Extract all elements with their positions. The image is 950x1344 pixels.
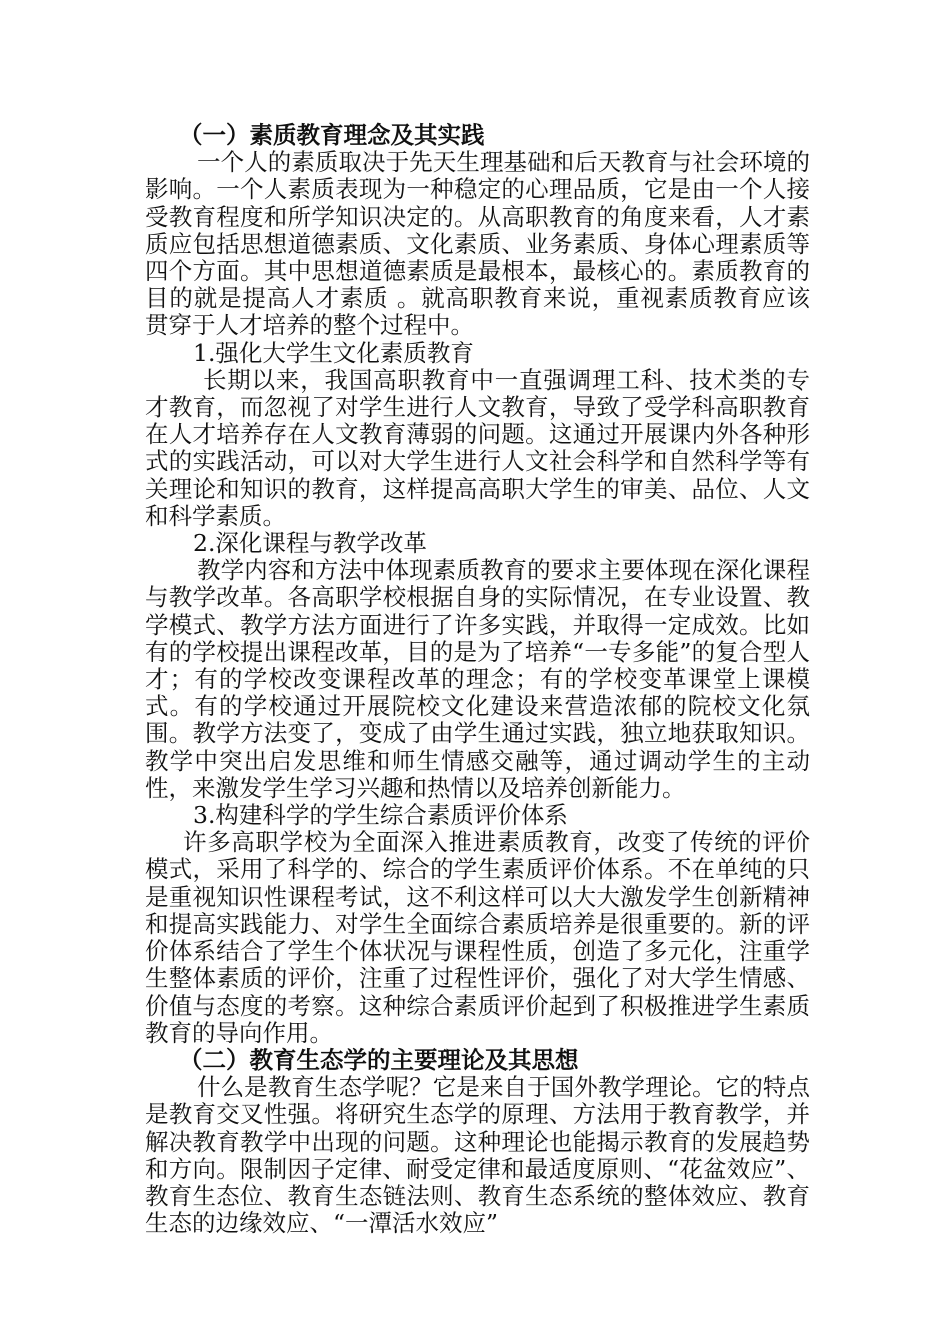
paragraph-cultural-quality: 长期以来，我国高职教育中一直强调理工科、技术类的专才教育，而忽视了对学生进行人文教育，导致了受学科高职教育在人才培养存在人文教育薄弱的问题。这通过开展课内外各种形式的实践活动，可以对大学生进行人文社会科学和自然科学等有关理论和知识的教育，这样提高高职大学生的审美、品位、人文和科学素质。 [145, 365, 810, 530]
document-page [145, 122, 810, 1237]
subheading-curriculum-reform: 2.深化课程与教学改革 [193, 529, 427, 558]
subheading-evaluation-system: 3.构建科学的学生综合素质评价体系 [193, 801, 568, 830]
paragraph-evaluation-system: 许多高职学校为全面深入推进素质教育，改变了传统的评价模式，采用了科学的、综合的学生素质评价体系。不在单纯的只是重视知识性课程考试，这不利这样可以大大激发学生创新精神和提高实践能力、对学生全面综合素质培养是很重要的。新的评价体系结合了学生个体状况与课程性质，创造了多元化，注重学生整体素质的评价，注重了过程性评价，强化了对大学生情感、价值与态度的考察。这种综合素质评价起到了积极推进学生素质教育的导向作用。 [145, 828, 810, 1047]
paragraph-ecology-intro: 什么是教育生态学呢？它是来自于国外教学理论。它的特点是教育交叉性强。将研究生态学的原理、方法用于教育教学，并解决教育教学中出现的问题。这种理论也能揭示教育的发展趋势和方向。限制因子定律、耐受定律和最适度原则、“花盆效应”、教育生态位、教育生态链法则、教育生态系统的整体效应、教育生态的边缘效应、“一潭活水效应” [145, 1073, 810, 1238]
paragraph-quality-intro: 一个人的素质取决于先天生理基础和后天教育与社会环境的影响。一个人素质表现为一种稳定的心理品质，它是由一个人接受教育程度和所学知识决定的。从高职教育的角度来看，人才素质应包括思想道德素质、文化素质、业务素质、身体心理素质等四个方面。其中思想道德素质是最根本，最核心的。素质教育的目的就是提高人才素质 。就高职教育来说，重视素质教育应该贯穿于人才培养的整个过程中。 [145, 148, 810, 340]
paragraph-curriculum-reform: 教学内容和方法中体现素质教育的要求主要体现在深化课程与教学改革。各高职学校根据自身的实际情况，在专业设置、教学模式、教学方法方面进行了许多实践，并取得一定成效。比如有的学校提出课程改革，目的是为了培养“一专多能”的复合型人才；有的学校改变课程改革的理念；有的学校变革课堂上课模式。有的学校通过开展院校文化建设来营造浓郁的院校文化氛围。教学方法变了，变成了由学生通过实践，独立地获取知识。教学中突出启发思维和师生情感交融等，通过调动学生的主动性，来激发学生学习兴趣和热情以及培养创新能力。 [145, 556, 810, 802]
section-heading-quality-education: （一）素质教育理念及其实践 [179, 121, 485, 149]
subheading-cultural-quality: 1.强化大学生文化素质教育 [193, 338, 474, 367]
section-heading-educational-ecology: （二）教育生态学的主要理论及其思想 [179, 1045, 579, 1074]
